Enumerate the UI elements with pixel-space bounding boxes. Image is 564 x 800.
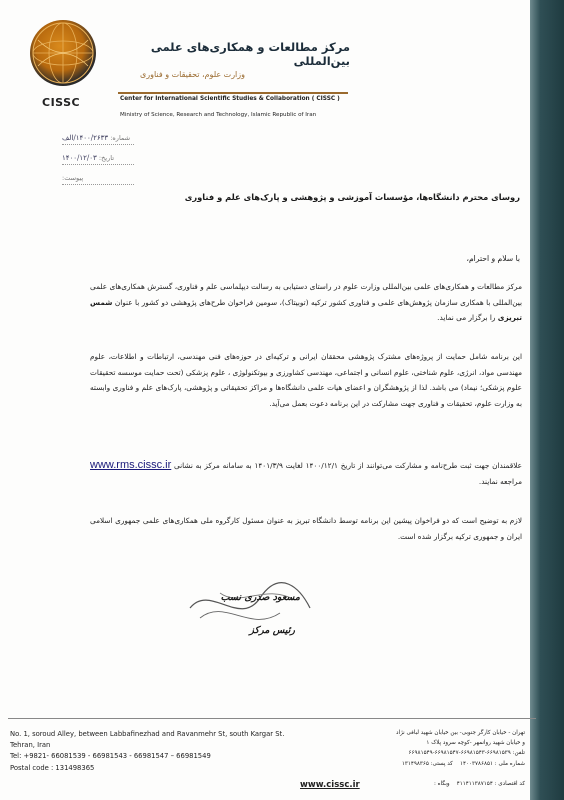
- paragraph-1-end: را برگزار می نماید.: [437, 313, 496, 323]
- signatory-title: رئیس مرکز: [249, 625, 295, 636]
- letter-addressee: روسای محترم دانشگاه‌ها، مؤسسات آموزشی و پژوهشی و پارک‌های علم و فناوری: [184, 192, 520, 202]
- letter-paragraph-3: [90, 458, 522, 489]
- footer-address-en-2: Tehran, Iran: [10, 741, 51, 749]
- meta-dotted-line: [62, 164, 134, 165]
- header-divider: [118, 92, 348, 94]
- footer-tel-en: Tel: +9821- 66081539 - 66981543 - 66981547 – 66981549: [10, 752, 211, 760]
- footer-national-id: شماره ملی : ۱۴۰۰۳۷۸۶۸۵۱: [459, 761, 525, 767]
- footer-registration-fa: [330, 761, 525, 767]
- footer-economic-code-value: کد اقتصادی : ۴۱۱۴۱۱۳۸۷۱۵۴: [456, 781, 525, 787]
- meta-dotted-line: [62, 184, 134, 185]
- ministry-name-fa: وزارت علوم، تحقیقات و فناوری: [140, 70, 245, 79]
- footer-postal-en: Postal code : 131498365: [10, 764, 95, 772]
- center-name-fa: مرکز مطالعات و همکاری‌های علمی بین‌المللی: [150, 40, 350, 68]
- letter-date-value: ۱۴۰۰/۱۲/۰۳: [62, 154, 97, 162]
- footer-divider: [8, 718, 536, 719]
- meta-dotted-line: [62, 144, 134, 145]
- globe-logo-icon: [30, 20, 96, 86]
- cissc-logo: [30, 20, 96, 86]
- footer-website-link[interactable]: www.cissc.ir: [300, 780, 360, 790]
- signatory-name: مسعود صدری نسب: [220, 592, 300, 603]
- footer-web-label: وبگاه :: [433, 781, 450, 787]
- footer-address-en-1: No. 1, soroud Alley, between Labbafinezhad and Ravanmehr St, south Kargar St.: [10, 730, 285, 738]
- letter-paragraph-2: این برنامه شامل حمایت از پروژه‌های مشترک پژوهشی محققان ایرانی و ترکیه‌ای در حوزه‌های فنی مهندسی، ارتباطات و اطلاعات، علوم مهندسی مواد، انرژی، علوم شناختی، علوم انسانی و اجتماعی، مهندسی کشاورزی و بیوتکنولوژی ، علوم پزشکی (تحت حمایت موسسه تحقیقات علوم پزشکی؛ نیماد) می باشد. لذا از پژوهشگران و اعضای هیات علمی دانشگاه‌ها و مراکز تحقیقاتی و پژوهشی، پارک‌های علم و فناوری وابسته به وزارت علوم، تحقیقات و فناوری جهت مشارکت در این برنامه دعوت بعمل می‌آید.: [90, 352, 522, 408]
- paragraph-3-text: علاقمندان جهت ثبت طرح‌نامه و مشارکت می‌توانند از تاریخ ۱۴۰۰/۱۲/۱ لغایت ۱۴۰۱/۳/۹ به سامانه مرکز به نشانی: [174, 461, 522, 470]
- letter-number-label: شماره:: [110, 134, 131, 142]
- center-name-en: Center for International Scientific Studies & Collaboration ( CISSC ): [120, 96, 340, 102]
- letter-date-label: تاریخ:: [98, 154, 114, 162]
- letter-attachment-label: پیوست:: [62, 174, 84, 182]
- decorative-side-bar: [530, 0, 564, 800]
- program-name: شمس تبریزی: [90, 297, 522, 323]
- footer-tel-fa: تلفن: ۶۶۹۸۱۵۳۹-۶۶۹۸۱۵۴۳-۶۶۹۸۱۵۴۷-۶۶۹۸۱۵۴۹: [408, 750, 525, 756]
- letter-number-value: ۱۴۰۰/۲۶۳۳/الف: [62, 134, 109, 142]
- letter-greeting: با سلام و احترام،: [466, 254, 520, 263]
- paragraph-3-end: مراجعه نمایند.: [478, 476, 522, 486]
- footer-address-fa-2: و خیابان شهید روانمهر -کوچه سرود پلاک ۱: [426, 740, 525, 746]
- logo-caption: CISSC: [42, 96, 81, 109]
- letter-number: [62, 134, 182, 142]
- letter-paragraph-4: لازم به توضیح است که دو فراخوان پیشین این برنامه توسط دانشگاه تبریز به عنوان مسئول کارگروه ملی همکاری‌های علمی جمهوری اسلامی ایران و جمهوری ترکیه برگزار شده است.: [90, 516, 522, 541]
- letter-date: [62, 154, 182, 162]
- paragraph-1-text: مرکز مطالعات و همکاری‌های علمی بین‌المللی وزارت علوم در راستای دستیابی به رسالت دیپلماسی علم و فناوری، گسترش همکاری‌های علمی بین‌المللی با همکاری سازمان پژوهش‌های علمی و فناوری کشور ترکیه (توبیتاک)، سومین فراخوان طرح‌های پژوهشی دو کشور با عنوان: [90, 282, 522, 307]
- footer-address-fa-1: تهران - خیابان کارگر جنوبی- بین خیابان شهید لبافی نژاد: [396, 730, 525, 736]
- footer-postal-fa: کد پستی: ۱۳۱۴۹۸۳۶۵: [401, 761, 453, 767]
- letter-paragraph-1: [90, 279, 522, 326]
- ministry-name-en: Ministry of Science, Research and Technology, Islamic Republic of Iran: [120, 112, 317, 118]
- rms-portal-link[interactable]: www.rms.cissc.ir: [90, 459, 172, 471]
- letter-attachment: [62, 174, 182, 182]
